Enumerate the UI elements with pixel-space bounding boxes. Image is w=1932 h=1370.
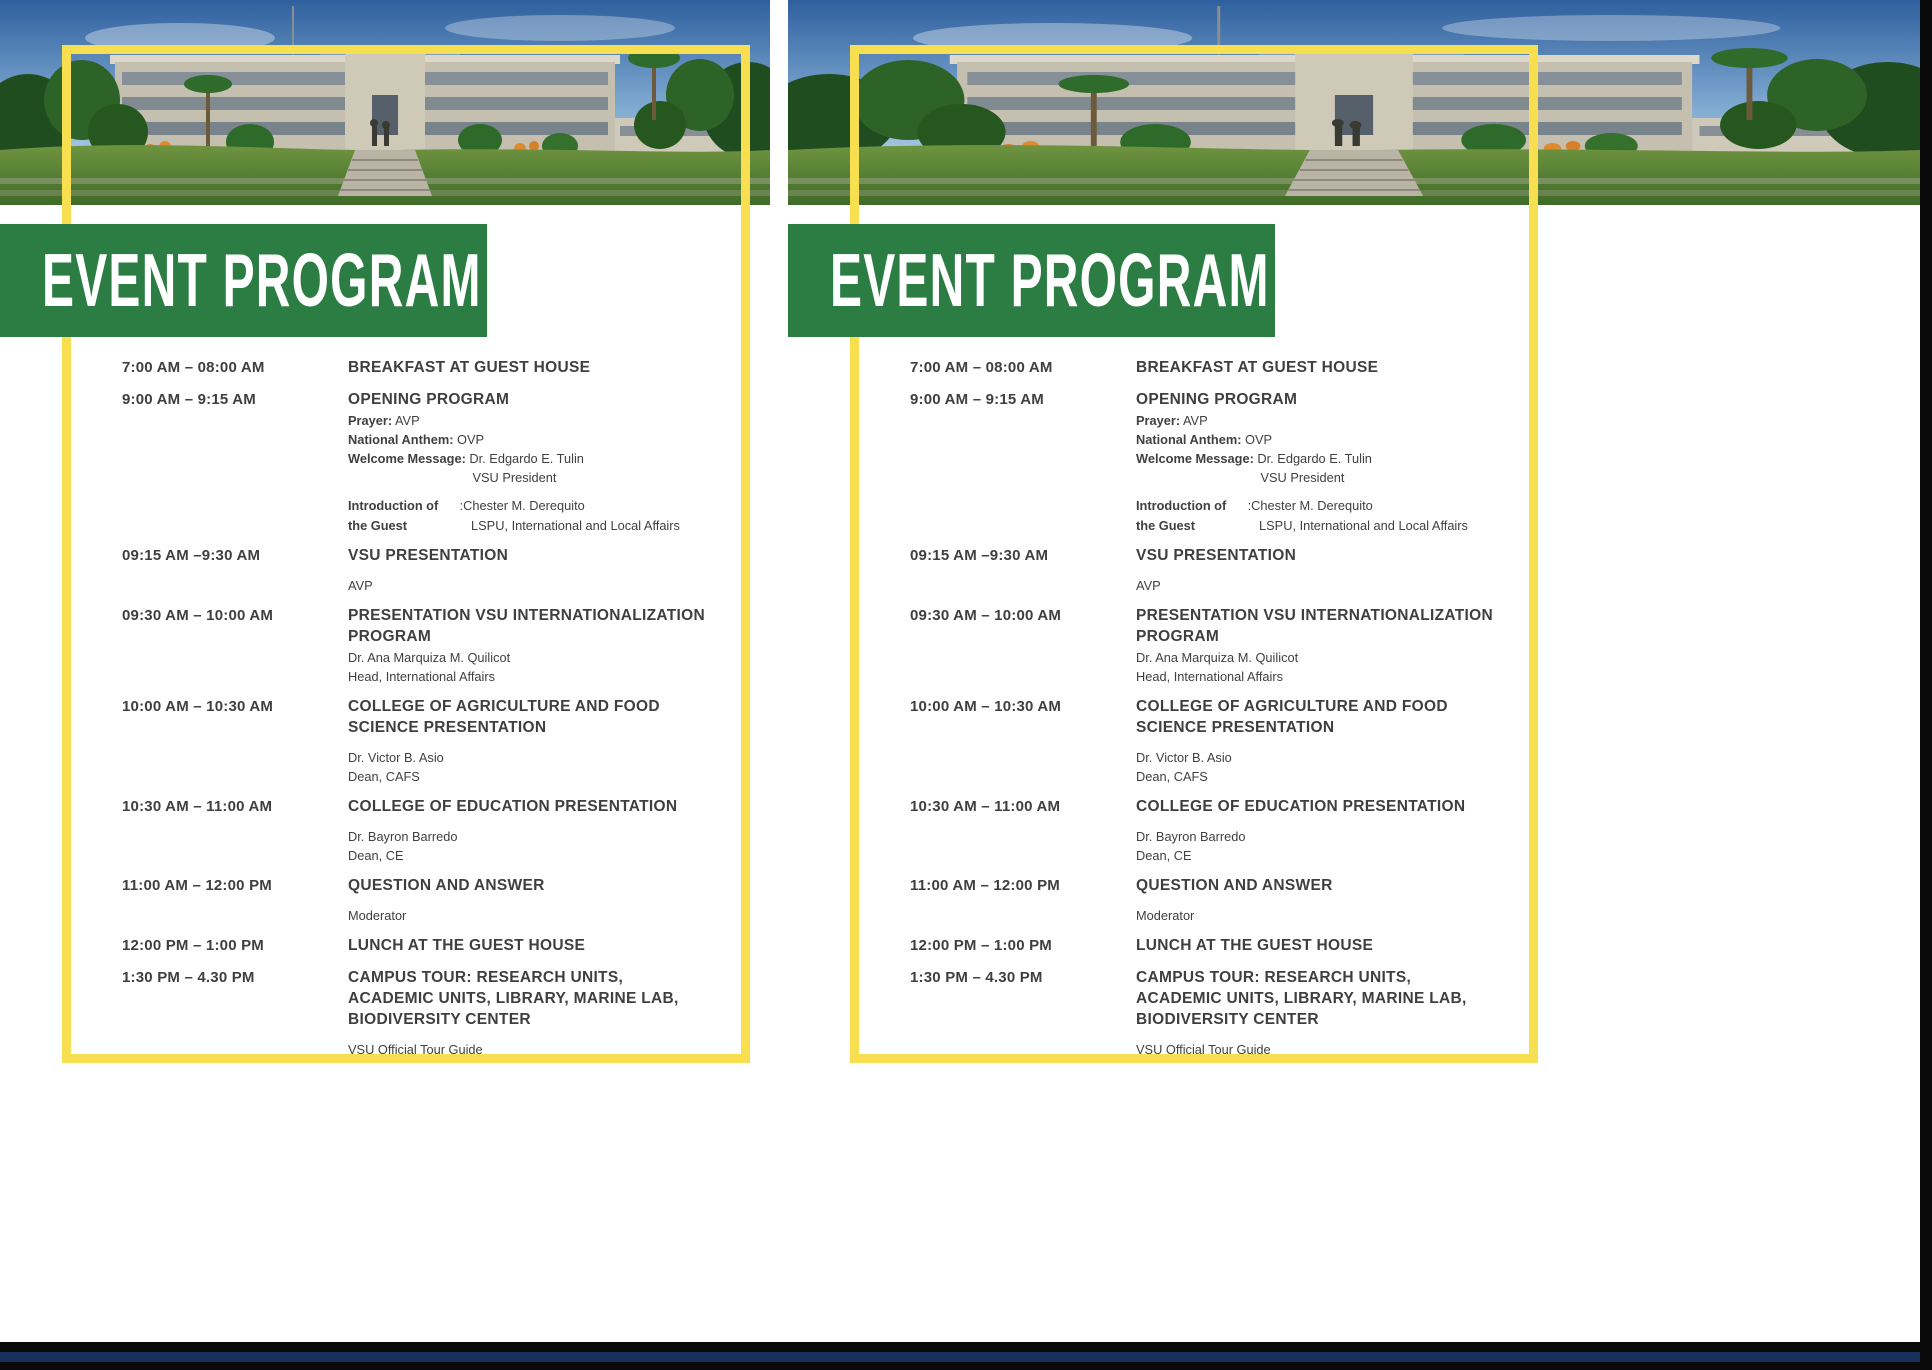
event-detail: [348, 431, 708, 449]
schedule-time: 11:00 AM – 12:00 PM: [910, 877, 1060, 895]
event-detail: [1136, 469, 1496, 487]
event-detail: [1136, 577, 1496, 595]
event-detail: [1136, 450, 1496, 468]
event-detail: [1136, 517, 1496, 535]
event-detail-label: the Guest: [1136, 517, 1196, 533]
event-detail-text: Dr. Edgardo E. Tulin: [465, 451, 584, 467]
program-page: [0, 0, 770, 1342]
event-title: PRESENTATION VSU INTERNATIONALIZATION PROGRAM: [1136, 606, 1493, 645]
schedule-row: [0, 358, 770, 379]
schedule-event: [1136, 797, 1496, 865]
schedule-time: 9:00 AM – 9:15 AM: [122, 390, 256, 408]
schedule-event: [1136, 876, 1496, 925]
schedule-time: 10:00 AM – 10:30 AM: [910, 698, 1062, 716]
event-detail: [1136, 412, 1496, 430]
campus-photo-illustration: [0, 0, 770, 205]
event-title: VSU PRESENTATION: [1136, 546, 1297, 564]
schedule-time: 09:30 AM – 10:00 AM: [910, 606, 1062, 624]
event-title: OPENING PROGRAM: [348, 390, 510, 408]
schedule-event: [348, 697, 708, 786]
schedule-row: [788, 797, 1558, 865]
schedule-time: 7:00 AM – 08:00 AM: [122, 359, 265, 376]
schedule-time: 1:30 PM – 4.30 PM: [122, 969, 255, 987]
schedule-time: 10:00 AM – 10:30 AM: [122, 698, 274, 716]
event-detail-text: Dean, CAFS: [1136, 769, 1208, 785]
event-detail-text: Dr. Victor B. Asio: [348, 749, 444, 765]
event-detail: [348, 749, 708, 767]
event-detail-text: VSU Official Tour Guide: [1136, 1042, 1271, 1058]
schedule-row: [0, 968, 770, 1059]
event-detail: [348, 1041, 708, 1059]
schedule: [788, 358, 1558, 1070]
event-detail: [348, 649, 708, 667]
event-detail-text: OVP: [453, 432, 485, 447]
event-detail: [1136, 431, 1496, 449]
event-title: COLLEGE OF AGRICULTURE AND FOOD SCIENCE PRESENTATION: [348, 698, 660, 736]
event-detail-text: Head, International Affairs: [1136, 668, 1284, 684]
schedule-event: [1136, 697, 1496, 786]
schedule-row: [0, 797, 770, 865]
schedule-event: [1136, 606, 1496, 686]
schedule-time: 12:00 PM – 1:00 PM: [910, 937, 1052, 955]
event-detail-text: Dr. Bayron Barredo: [1136, 829, 1246, 845]
event-detail-text: AVP: [392, 412, 420, 428]
event-detail: [348, 412, 708, 430]
schedule-row: [788, 546, 1558, 595]
event-title: COLLEGE OF AGRICULTURE AND FOOD SCIENCE PRESENTATION: [1136, 698, 1448, 736]
event-detail-text: Dean, CE: [1136, 848, 1192, 864]
event-detail-label: Introduction of: [1136, 498, 1227, 514]
schedule-row: [788, 876, 1558, 925]
event-detail-text: :Chester M. Derequito: [1226, 498, 1373, 514]
event-program-banner: [788, 224, 1275, 337]
schedule-event: [348, 606, 708, 686]
schedule-row: [788, 697, 1558, 786]
event-detail-text: Dr. Ana Marquiza M. Quilicot: [1136, 649, 1299, 665]
event-title: BREAKFAST AT GUEST HOUSE: [1136, 359, 1379, 376]
event-detail-text: Dr. Ana Marquiza M. Quilicot: [348, 649, 511, 665]
event-detail: [348, 907, 708, 925]
event-detail-text: LSPU, International and Local Affairs: [1195, 517, 1468, 533]
event-detail-label: Prayer:: [1136, 412, 1181, 428]
event-detail-text: Moderator: [1136, 908, 1195, 924]
event-detail: [1136, 1041, 1496, 1059]
schedule-row: [0, 936, 770, 957]
event-detail: [348, 847, 708, 865]
schedule-time: 10:30 AM – 11:00 AM: [910, 798, 1061, 816]
event-detail: [348, 450, 708, 468]
schedule-row: [0, 697, 770, 786]
schedule-time: 09:15 AM –9:30 AM: [122, 546, 261, 564]
event-detail: [348, 768, 708, 786]
event-detail-label: Introduction of: [348, 498, 439, 514]
event-detail-text: Moderator: [348, 908, 407, 924]
schedule-time: 1:30 PM – 4.30 PM: [910, 969, 1043, 987]
event-detail: [1136, 668, 1496, 686]
schedule-event: [348, 358, 708, 379]
next-page-edge: [0, 1352, 1920, 1362]
event-title: QUESTION AND ANSWER: [348, 877, 545, 895]
event-detail-label: National Anthem:: [1136, 432, 1242, 447]
schedule-event: [348, 876, 708, 925]
schedule-event: [348, 968, 708, 1059]
schedule-row: [788, 936, 1558, 957]
event-title: CAMPUS TOUR: RESEARCH UNITS, ACADEMIC UNITS, LIBRARY, MARINE LAB, BIODIVERSITY CENTER: [1136, 969, 1467, 1029]
schedule-event: [348, 797, 708, 865]
event-title: BREAKFAST AT GUEST HOUSE: [348, 359, 591, 376]
schedule-event: [1136, 358, 1496, 379]
page-title: EVENT PROGRAM: [830, 238, 1270, 323]
event-detail-label: Welcome Message:: [1136, 451, 1254, 467]
event-title: COLLEGE OF EDUCATION PRESENTATION: [348, 798, 678, 816]
event-title: LUNCH AT THE GUEST HOUSE: [348, 937, 586, 955]
schedule-time: 09:30 AM – 10:00 AM: [122, 606, 274, 624]
schedule-row: [788, 968, 1558, 1059]
event-detail: [348, 668, 708, 686]
schedule-event: [1136, 968, 1496, 1059]
event-title: VSU PRESENTATION: [348, 546, 509, 564]
event-program-banner: [0, 224, 487, 337]
event-detail: [1136, 497, 1496, 515]
event-detail: [348, 497, 708, 515]
event-detail: [1136, 907, 1496, 925]
schedule: [0, 358, 770, 1070]
schedule-event: [348, 936, 708, 957]
event-detail: [1136, 649, 1496, 667]
event-title: PRESENTATION VSU INTERNATIONALIZATION PROGRAM: [348, 606, 705, 645]
event-detail-label: Prayer:: [348, 412, 393, 428]
event-title: COLLEGE OF EDUCATION PRESENTATION: [1136, 798, 1466, 816]
schedule-row: [0, 390, 770, 535]
event-detail: [1136, 768, 1496, 786]
schedule-row: [0, 876, 770, 925]
event-title: OPENING PROGRAM: [1136, 390, 1298, 408]
campus-photo-illustration: [788, 0, 1920, 205]
schedule-row: [788, 606, 1558, 686]
event-detail-text: Head, International Affairs: [348, 668, 496, 684]
schedule-time: 11:00 AM – 12:00 PM: [122, 877, 272, 895]
schedule-time: 09:15 AM –9:30 AM: [910, 546, 1049, 564]
event-detail: [348, 577, 708, 595]
event-detail-text: AVP: [1136, 577, 1161, 593]
schedule-event: [348, 546, 708, 595]
event-title: CAMPUS TOUR: RESEARCH UNITS, ACADEMIC UNITS, LIBRARY, MARINE LAB, BIODIVERSITY CENTER: [348, 969, 679, 1029]
event-detail-text: Dr. Bayron Barredo: [348, 829, 458, 845]
event-detail: [1136, 847, 1496, 865]
event-detail-text: VSU President: [1136, 470, 1345, 486]
campus-photo: [0, 0, 770, 205]
event-detail: [348, 828, 708, 846]
event-detail-text: :Chester M. Derequito: [438, 498, 585, 514]
event-title: LUNCH AT THE GUEST HOUSE: [1136, 937, 1374, 955]
event-detail-text: Dean, CAFS: [348, 769, 420, 785]
event-detail: [348, 517, 708, 535]
event-detail: [1136, 749, 1496, 767]
event-detail: [1136, 828, 1496, 846]
program-page: [788, 0, 1920, 1342]
event-detail-text: Dr. Victor B. Asio: [1136, 749, 1232, 765]
schedule-event: [1136, 936, 1496, 957]
schedule-event: [1136, 546, 1496, 595]
event-detail-text: LSPU, International and Local Affairs: [407, 517, 680, 533]
schedule-time: 9:00 AM – 9:15 AM: [910, 390, 1044, 408]
event-detail: [348, 469, 708, 487]
event-detail-text: AVP: [348, 577, 373, 593]
event-detail-label: National Anthem:: [348, 432, 454, 447]
schedule-time: 12:00 PM – 1:00 PM: [122, 937, 264, 955]
event-detail-text: VSU President: [348, 470, 557, 486]
event-detail-label: Welcome Message:: [348, 451, 466, 467]
campus-photo: [788, 0, 1920, 205]
schedule-time: 10:30 AM – 11:00 AM: [122, 798, 273, 816]
schedule-row: [0, 546, 770, 595]
page-title: EVENT PROGRAM: [42, 238, 482, 323]
schedule-event: [348, 390, 708, 535]
event-detail-text: VSU Official Tour Guide: [348, 1042, 483, 1058]
schedule-row: [0, 606, 770, 686]
event-detail-text: AVP: [1180, 412, 1208, 428]
schedule-row: [788, 358, 1558, 379]
schedule-time: 7:00 AM – 08:00 AM: [910, 359, 1053, 376]
event-detail-text: OVP: [1241, 432, 1273, 447]
schedule-event: [1136, 390, 1496, 535]
event-detail-text: Dr. Edgardo E. Tulin: [1253, 451, 1372, 467]
event-detail-label: the Guest: [348, 517, 408, 533]
event-title: QUESTION AND ANSWER: [1136, 877, 1333, 895]
event-detail-text: Dean, CE: [348, 848, 404, 864]
schedule-row: [788, 390, 1558, 535]
